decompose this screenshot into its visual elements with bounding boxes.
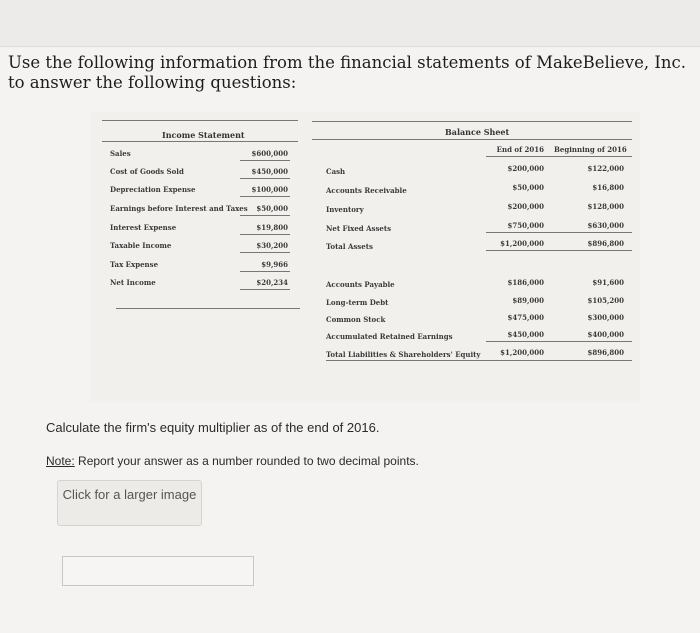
rule bbox=[240, 289, 290, 290]
balance-sheet-title: Balance Sheet bbox=[445, 127, 510, 137]
bs-end-value: $200,000 bbox=[507, 202, 544, 211]
bs-end-value: $475,000 bbox=[507, 313, 544, 322]
income-statement-title: Income Statement bbox=[162, 130, 245, 140]
rule bbox=[240, 178, 290, 179]
bs-end-value: $186,000 bbox=[507, 278, 544, 287]
is-value: $450,000 bbox=[251, 167, 288, 176]
bs-begin-value: $122,000 bbox=[587, 164, 624, 173]
bs-begin-value: $16,800 bbox=[592, 183, 624, 192]
note-body: Report your answer as a number rounded to two decimal points. bbox=[74, 454, 419, 468]
is-value: $9,966 bbox=[261, 260, 288, 269]
bs-begin-value: $896,800 bbox=[587, 348, 624, 357]
is-value: $600,000 bbox=[251, 149, 288, 158]
rule bbox=[240, 215, 290, 216]
bs-end-value: $450,000 bbox=[507, 330, 544, 339]
bs-label: Common Stock bbox=[326, 315, 386, 324]
rule bbox=[312, 139, 632, 140]
is-label: Interest Expense bbox=[110, 223, 177, 232]
is-value: $20,234 bbox=[256, 278, 288, 287]
col-header-begin: Beginning of 2016 bbox=[554, 145, 627, 154]
rule bbox=[240, 160, 290, 161]
is-label: Depreciation Expense bbox=[110, 185, 196, 194]
bs-label: Inventory bbox=[326, 205, 364, 214]
bs-end-value: $1,200,000 bbox=[500, 348, 544, 357]
is-label: Net Income bbox=[110, 278, 156, 287]
bs-begin-value: $630,000 bbox=[587, 221, 624, 230]
bs-end-value: $200,000 bbox=[507, 164, 544, 173]
rule bbox=[240, 252, 290, 253]
bs-label: Total Assets bbox=[326, 242, 373, 251]
financial-statements-image bbox=[90, 112, 640, 402]
rule bbox=[240, 271, 290, 272]
is-value: $100,000 bbox=[251, 185, 288, 194]
bs-begin-value: $105,200 bbox=[587, 296, 624, 305]
note-label: Note: bbox=[46, 454, 75, 468]
bs-end-value: $50,000 bbox=[512, 183, 544, 192]
rule bbox=[486, 341, 632, 342]
bs-begin-value: $91,600 bbox=[592, 278, 624, 287]
bs-end-value: $1,200,000 bbox=[500, 239, 544, 248]
is-value: $50,000 bbox=[256, 204, 288, 213]
question-text: Use the following information from the financial statements of MakeBelieve, Inc. to answer the following questions: bbox=[8, 53, 687, 92]
bs-begin-value: $400,000 bbox=[587, 330, 624, 339]
is-label: Earnings before Interest and Taxes bbox=[110, 204, 248, 213]
rule bbox=[486, 156, 632, 157]
is-label: Sales bbox=[110, 149, 131, 158]
is-value: $19,800 bbox=[256, 223, 288, 232]
bs-begin-value: $128,000 bbox=[587, 202, 624, 211]
rule bbox=[102, 120, 298, 121]
rule bbox=[486, 232, 632, 233]
is-value: $30,200 bbox=[256, 241, 288, 250]
rule bbox=[102, 141, 298, 142]
bs-end-value: $89,000 bbox=[512, 296, 544, 305]
bs-label: Accumulated Retained Earnings bbox=[326, 332, 453, 341]
rule bbox=[486, 250, 632, 251]
header-bar bbox=[0, 0, 700, 47]
bs-label: Total Liabilities & Shareholders' Equity bbox=[326, 350, 481, 359]
bs-label: Accounts Receivable bbox=[326, 186, 407, 195]
larger-image-button[interactable]: Click for a larger image bbox=[57, 480, 202, 526]
rule bbox=[240, 234, 290, 235]
is-label: Cost of Goods Sold bbox=[110, 167, 184, 176]
is-label: Tax Expense bbox=[110, 260, 159, 269]
rule bbox=[326, 360, 632, 361]
bs-begin-value: $300,000 bbox=[587, 313, 624, 322]
bs-label: Long-term Debt bbox=[326, 298, 389, 307]
rule bbox=[116, 308, 300, 309]
note-text bbox=[46, 454, 419, 468]
bs-label: Cash bbox=[326, 167, 346, 176]
rule bbox=[240, 196, 290, 197]
bs-end-value: $750,000 bbox=[507, 221, 544, 230]
bs-label: Accounts Payable bbox=[326, 280, 395, 289]
calculation-prompt: Calculate the firm's equity multiplier as of the end of 2016. bbox=[46, 420, 380, 435]
is-label: Taxable Income bbox=[110, 241, 172, 250]
answer-input[interactable] bbox=[62, 556, 254, 586]
bs-label: Net Fixed Assets bbox=[326, 224, 392, 233]
col-header-end: End of 2016 bbox=[496, 145, 544, 154]
bs-begin-value: $896,800 bbox=[587, 239, 624, 248]
rule bbox=[312, 121, 632, 122]
